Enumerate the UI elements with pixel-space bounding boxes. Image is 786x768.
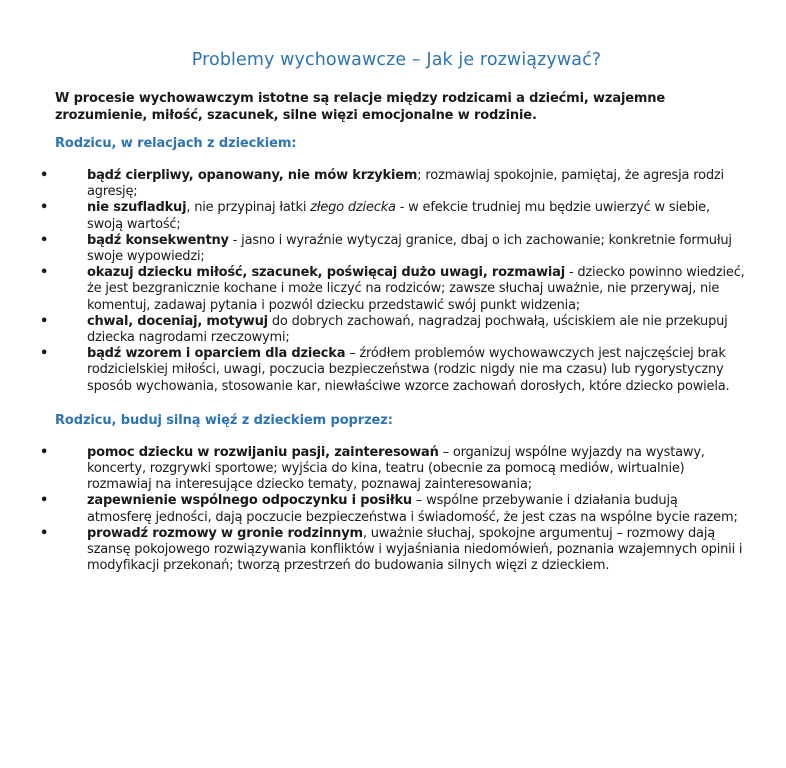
bullet-icon: •: [40, 200, 49, 216]
item-bold-text: nie szufladkuj: [87, 200, 187, 216]
bullet-list-bond: [37, 445, 746, 575]
item-text: – wspólne przebywanie i działania budują atmosferę jedności, dają poczucie bezpieczeństwa i świadomość, że jest czas na wspólne bycie razem;: [87, 493, 738, 525]
item-bold-text: bądź cierpliwy, opanowany, nie mów krzykiem: [87, 168, 418, 183]
item-bold-text: prowadź rozmowy w gronie rodzinnym: [87, 525, 363, 541]
item-bold-text: bądź konsekwentny: [87, 232, 229, 248]
list-item: [37, 445, 746, 494]
list-item: [37, 346, 746, 395]
section-relations: [37, 136, 746, 395]
bullet-icon: •: [40, 493, 49, 509]
item-text: , nie przypinaj łatki: [186, 200, 311, 216]
list-item: [37, 168, 746, 200]
item-bold-text: zapewnienie wspólnego odpoczynku i posiłku: [87, 493, 412, 509]
list-item: [37, 200, 746, 232]
bullet-icon: •: [40, 232, 49, 248]
item-text: - w efekcie trudniej mu będzie uwierzyć w siebie, swoją wartość;: [87, 200, 710, 232]
item-text: – organizuj wspólne wyjazdy na wystawy, koncerty, rozgrywki sportowe; wyjścia do kina, teatru (obecnie za pomocą mediów, wirtualnie) rozmawiaj na interesujące dziecko tematy, poznawaj zainteresowania;: [87, 444, 705, 493]
item-bold-text: pomoc dziecku w rozwijaniu pasji, zainteresowań: [87, 444, 439, 460]
item-text: - dziecko powinno wiedzieć, że jest bezgranicznie kochane i może liczyć na rodziców; zawsze słuchaj uważnie, nie przerywaj, nie komentuj, zadawaj pytania i pozwól dziecku przedstawić swój punkt widzenia;: [87, 265, 745, 313]
item-italic-text: złego dziecka: [310, 200, 396, 216]
item-text: - jasno i wyraźnie wytyczaj granice, dbaj o ich zachowanie; konkretnie formułuj swoje wypowiedzi;: [87, 232, 732, 265]
item-text: , uważnie słuchaj, spokojne argumentuj – rozmowy dają szansę pokojowego rozwiązywania konfliktów i wyjaśniania niedomówień, poznania wzajemnych opinii i modyfikacji przekonań; tworzą przestrzeń do budowania silnych więzi z dzieckiem.: [87, 525, 743, 574]
item-text: ; rozmawiaj spokojnie, pamiętaj, że agresja rodzi agresję;: [87, 168, 724, 200]
list-item: [37, 526, 746, 575]
item-bold-text: chwal, doceniaj, motywuj: [87, 313, 268, 329]
bullet-icon: •: [40, 313, 49, 329]
bullet-icon: •: [40, 444, 49, 460]
section-bond: [37, 413, 746, 575]
bullet-icon: •: [40, 265, 49, 281]
list-item: [37, 265, 746, 314]
bullet-icon: •: [40, 168, 49, 183]
list-item: [37, 314, 746, 346]
intro-paragraph: W procesie wychowawczym istotne są relacje między rodzicami a dziećmi, wzajemne zrozumienie, miłość, szacunek, silne więzi emocjonalne w rodzinie.: [55, 91, 666, 123]
section-heading-bond: Rodzicu, buduj silną więź z dzieckiem poprzez:: [55, 412, 393, 428]
item-text: do dobrych zachowań, nagradzaj pochwałą, uściskiem ale nie przekupuj dziecka nagrodami rzeczowymi;: [87, 313, 728, 346]
page-title: Problemy wychowawcze – Jak je rozwiązywać?: [191, 50, 602, 70]
bullet-list-relations: [37, 168, 746, 395]
bullet-icon: •: [40, 525, 49, 541]
bullet-icon: •: [40, 346, 49, 362]
item-bold-text: okazuj dziecku miłość, szacunek, poświęcaj dużo uwagi, rozmawiaj: [87, 265, 566, 281]
section-heading-relations: Rodzicu, w relacjach z dzieckiem:: [55, 136, 297, 151]
list-item: [37, 493, 746, 525]
item-text: – źródłem problemów wychowawczych jest najczęściej brak rodzicielskiej miłości, uwagi, poczucia bezpieczeństwa (rodzic nigdy nie ma czasu) lub rygorystyczny sposób wychowania, stosowanie kar, niewłaściwe wzorce zachowań dorosłych, które dziecko powiela.: [87, 346, 730, 394]
list-item: [37, 233, 746, 265]
item-bold-text: bądź wzorem i oparciem dla dziecka: [87, 346, 346, 362]
